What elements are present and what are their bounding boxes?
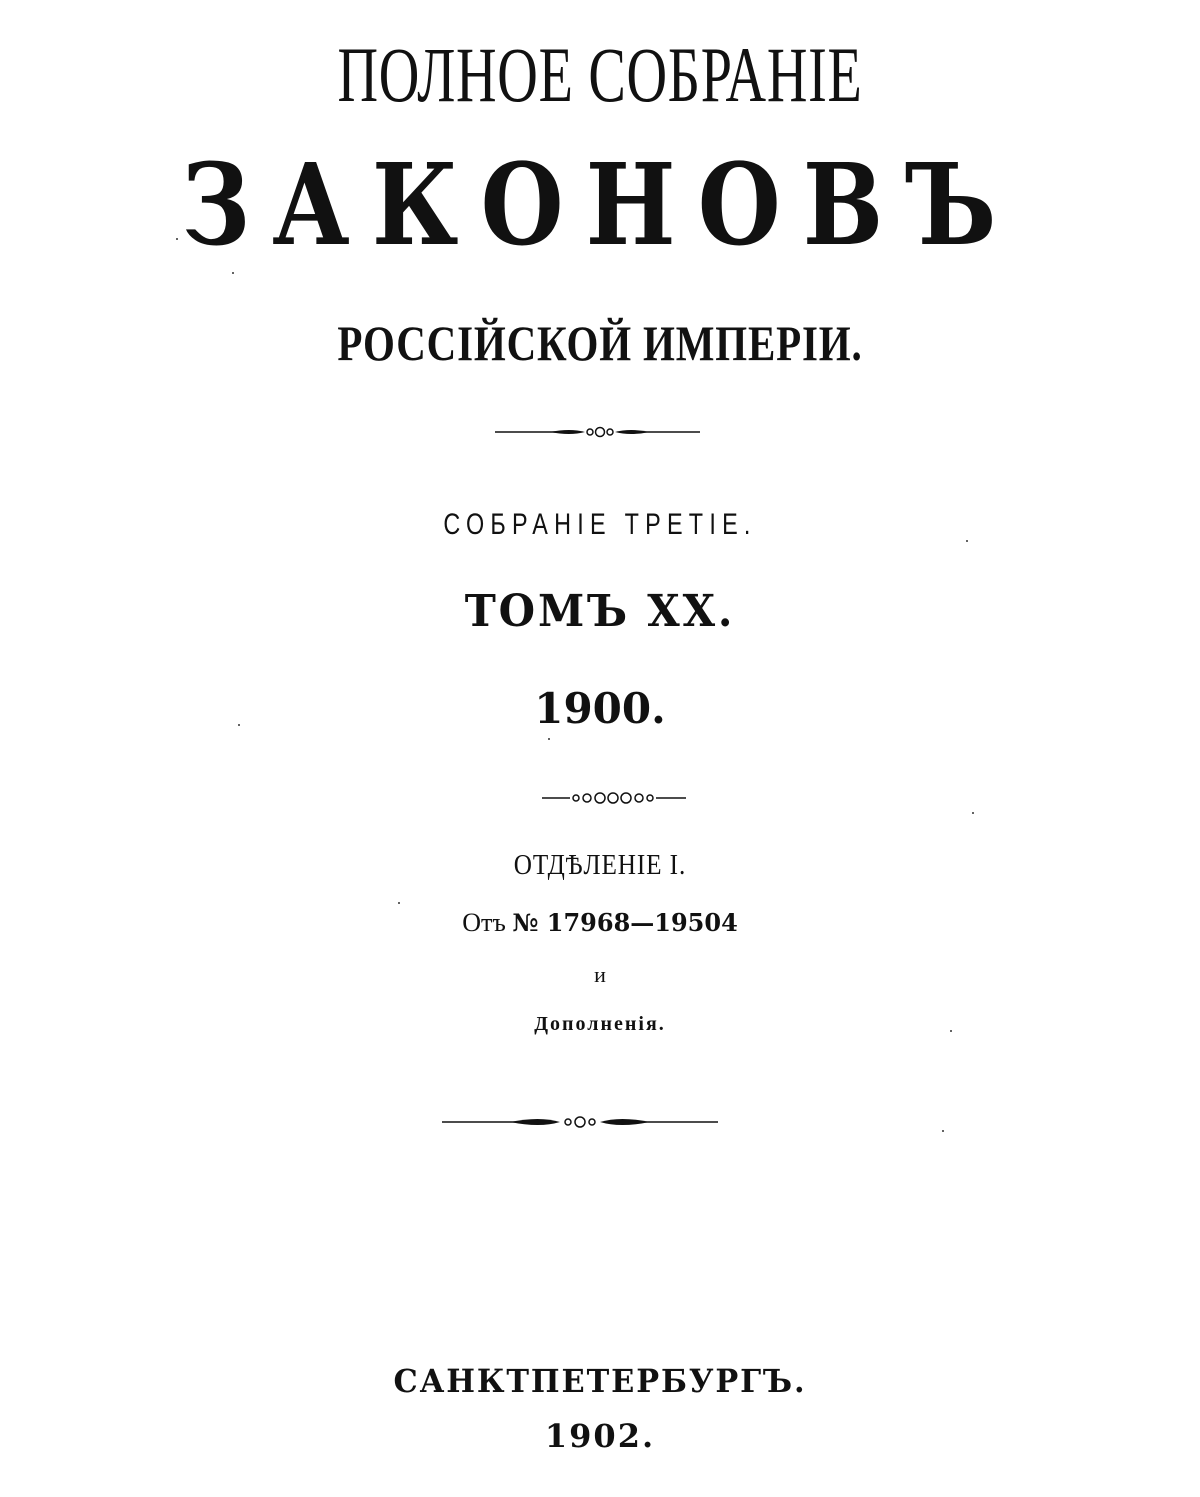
- scan-speck: [176, 238, 178, 240]
- ornament-divider-2: [540, 786, 690, 810]
- section-label: ОТДѢЛЕНІЕ I.: [513, 850, 687, 881]
- scan-speck: [398, 902, 400, 904]
- volume-label: ТОМЪ XX.: [464, 586, 736, 637]
- scan-speck: [238, 724, 240, 726]
- collection-label: СОБРАНІЕ ТРЕТІЕ.: [443, 508, 757, 541]
- range-prefix: Отъ: [462, 908, 506, 937]
- ornament-divider-3: [440, 1110, 720, 1134]
- scan-speck: [942, 1130, 944, 1132]
- scan-speck: [232, 272, 234, 274]
- range-numbers: № 17968—19504: [512, 908, 738, 937]
- scan-speck: [548, 738, 550, 740]
- section-range: [0, 910, 1200, 936]
- scan-speck: [972, 812, 974, 814]
- scan-speck: [966, 540, 968, 542]
- title-line-1: ПОЛНОЕ СОБРАНІЕ: [337, 31, 863, 118]
- imprint-year: 1902.: [544, 1417, 656, 1455]
- imprint-city: САНКТПЕТЕРБУРГЪ.: [393, 1362, 807, 1400]
- scan-speck: [950, 1030, 952, 1032]
- volume-year: 1900.: [534, 684, 666, 733]
- conjunction: и: [594, 962, 606, 987]
- title-line-3: РОССІЙСКОЙ ИМПЕРІИ.: [337, 315, 863, 371]
- ornament-divider-1: [490, 420, 710, 444]
- supplements-label: Дополненія.: [534, 1013, 666, 1035]
- title-line-2: ЗАКОНОВЪ: [181, 140, 1019, 271]
